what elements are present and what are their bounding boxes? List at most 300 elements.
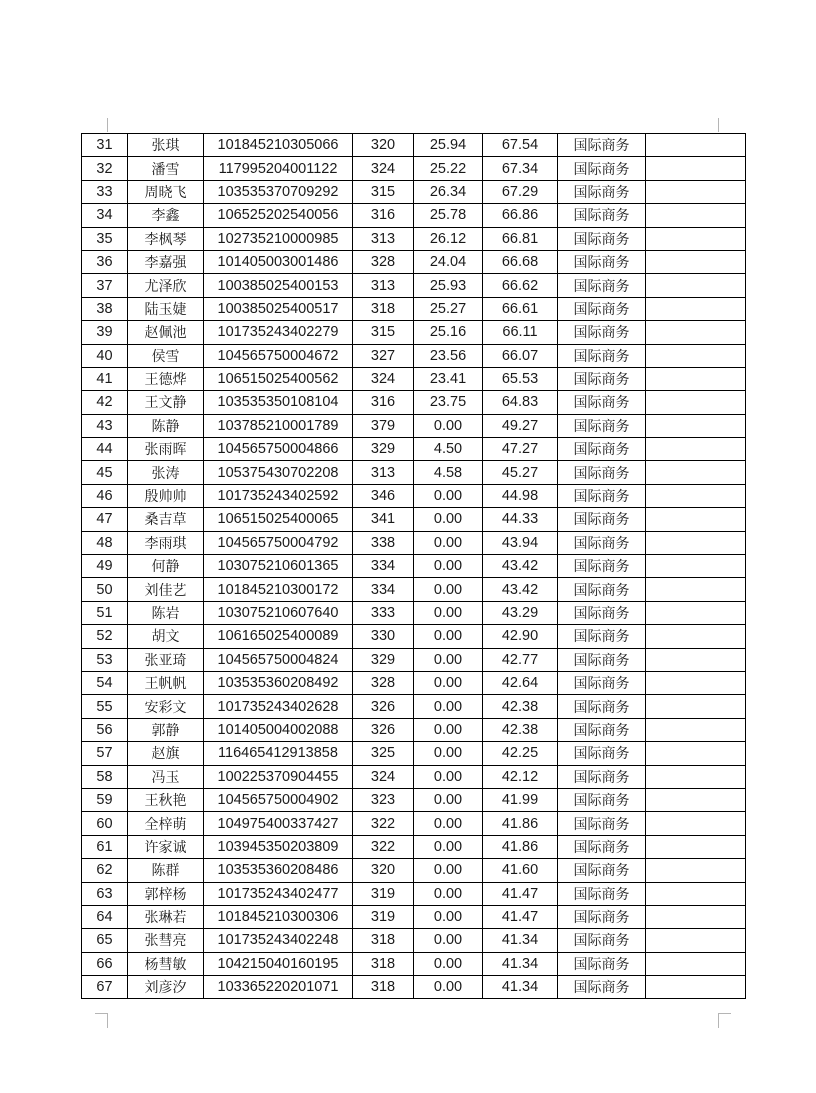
cell-major: 国际商务 (558, 227, 646, 250)
cell-exam-id: 100225370904455 (204, 765, 353, 788)
cell-total: 65.53 (483, 367, 558, 390)
cell-name: 尤泽欣 (128, 274, 204, 297)
cell-total: 42.38 (483, 718, 558, 741)
cell-major: 国际商务 (558, 671, 646, 694)
cell-major: 国际商务 (558, 859, 646, 882)
cell-exam-id: 103945350203809 (204, 835, 353, 858)
cell-exam-id: 100385025400517 (204, 297, 353, 320)
cell-exam-id: 103365220201071 (204, 976, 353, 999)
cell-total: 67.29 (483, 180, 558, 203)
cell-major: 国际商务 (558, 765, 646, 788)
cell-name: 赵佩池 (128, 321, 204, 344)
cell-rank: 45 (82, 461, 128, 484)
cell-rank: 63 (82, 882, 128, 905)
cell-extra-score: 25.93 (414, 274, 483, 297)
cell-total: 41.47 (483, 882, 558, 905)
cell-score: 333 (353, 601, 414, 624)
cell-exam-id: 104565750004902 (204, 788, 353, 811)
cell-rank: 56 (82, 718, 128, 741)
cell-name: 张亚琦 (128, 648, 204, 671)
table-row (82, 905, 746, 928)
cell-total: 43.42 (483, 578, 558, 601)
cell-extra-score: 23.41 (414, 367, 483, 390)
cell-score: 318 (353, 297, 414, 320)
cell-rank: 35 (82, 227, 128, 250)
cell-exam-id: 116465412913858 (204, 742, 353, 765)
cell-score: 315 (353, 180, 414, 203)
cell-name: 郭梓杨 (128, 882, 204, 905)
cell-total: 42.25 (483, 742, 558, 765)
cell-note (646, 484, 746, 507)
cell-name: 张雨晖 (128, 438, 204, 461)
cell-name: 陈群 (128, 859, 204, 882)
cell-name: 杨彗敏 (128, 952, 204, 975)
cell-exam-id: 105375430702208 (204, 461, 353, 484)
cell-extra-score: 0.00 (414, 578, 483, 601)
cell-note (646, 671, 746, 694)
cell-major: 国际商务 (558, 555, 646, 578)
cell-rank: 61 (82, 835, 128, 858)
cell-rank: 65 (82, 929, 128, 952)
table-row (82, 742, 746, 765)
cell-score: 338 (353, 531, 414, 554)
cell-note (646, 321, 746, 344)
cell-rank: 32 (82, 157, 128, 180)
cell-rank: 60 (82, 812, 128, 835)
cell-name: 周晓飞 (128, 180, 204, 203)
cell-major: 国际商务 (558, 835, 646, 858)
cell-extra-score: 26.12 (414, 227, 483, 250)
cell-score: 341 (353, 508, 414, 531)
cell-note (646, 788, 746, 811)
cell-rank: 64 (82, 905, 128, 928)
cell-exam-id: 104565750004672 (204, 344, 353, 367)
cell-score: 334 (353, 555, 414, 578)
cell-extra-score: 0.00 (414, 648, 483, 671)
cell-note (646, 976, 746, 999)
cell-note (646, 718, 746, 741)
cell-note (646, 367, 746, 390)
cell-exam-id: 100385025400153 (204, 274, 353, 297)
cell-major: 国际商务 (558, 204, 646, 227)
cell-rank: 33 (82, 180, 128, 203)
cell-extra-score: 0.00 (414, 671, 483, 694)
cell-score: 315 (353, 321, 414, 344)
cell-total: 67.54 (483, 134, 558, 157)
cell-rank: 66 (82, 952, 128, 975)
cell-rank: 67 (82, 976, 128, 999)
cell-score: 326 (353, 695, 414, 718)
cell-exam-id: 104215040160195 (204, 952, 353, 975)
cell-exam-id: 104975400337427 (204, 812, 353, 835)
cell-extra-score: 0.00 (414, 555, 483, 578)
cell-exam-id: 103535370709292 (204, 180, 353, 203)
cell-name: 郭静 (128, 718, 204, 741)
cell-extra-score: 23.75 (414, 391, 483, 414)
cell-exam-id: 104565750004824 (204, 648, 353, 671)
cell-total: 64.83 (483, 391, 558, 414)
table-row (82, 204, 746, 227)
cell-extra-score: 25.78 (414, 204, 483, 227)
cell-rank: 47 (82, 508, 128, 531)
cell-exam-id: 101405003001486 (204, 250, 353, 273)
cell-exam-id: 104565750004866 (204, 438, 353, 461)
cell-score: 329 (353, 648, 414, 671)
table-row (82, 812, 746, 835)
cell-score: 319 (353, 882, 414, 905)
table-row (82, 555, 746, 578)
cell-note (646, 859, 746, 882)
cell-extra-score: 23.56 (414, 344, 483, 367)
table-row (82, 134, 746, 157)
cell-rank: 54 (82, 671, 128, 694)
cell-major: 国际商务 (558, 788, 646, 811)
table-row (82, 250, 746, 273)
crop-mark-bottom-right (718, 1013, 731, 1028)
table-row (82, 274, 746, 297)
cell-note (646, 648, 746, 671)
cell-note (646, 905, 746, 928)
cell-name: 王帆帆 (128, 671, 204, 694)
cell-total: 41.86 (483, 835, 558, 858)
table-row (82, 648, 746, 671)
cell-extra-score: 0.00 (414, 484, 483, 507)
cell-total: 41.47 (483, 905, 558, 928)
crop-mark-bottom-left (95, 1013, 108, 1028)
cell-major: 国际商务 (558, 905, 646, 928)
table-row (82, 531, 746, 554)
cell-note (646, 695, 746, 718)
cell-extra-score: 25.22 (414, 157, 483, 180)
cell-exam-id: 106165025400089 (204, 625, 353, 648)
cell-exam-id: 106515025400065 (204, 508, 353, 531)
table-row (82, 321, 746, 344)
cell-total: 66.11 (483, 321, 558, 344)
cell-exam-id: 101845210305066 (204, 134, 353, 157)
cell-name: 张琪 (128, 134, 204, 157)
cell-rank: 59 (82, 788, 128, 811)
cell-total: 66.68 (483, 250, 558, 273)
cell-note (646, 438, 746, 461)
cell-total: 47.27 (483, 438, 558, 461)
cell-major: 国际商务 (558, 391, 646, 414)
table-row (82, 157, 746, 180)
cell-score: 316 (353, 204, 414, 227)
cell-exam-id: 117995204001122 (204, 157, 353, 180)
cell-rank: 53 (82, 648, 128, 671)
cell-name: 李雨琪 (128, 531, 204, 554)
cell-name: 潘雪 (128, 157, 204, 180)
cell-name: 李嘉强 (128, 250, 204, 273)
cell-extra-score: 0.00 (414, 414, 483, 437)
cell-total: 41.34 (483, 976, 558, 999)
cell-extra-score: 0.00 (414, 742, 483, 765)
cell-note (646, 835, 746, 858)
cell-major: 国际商务 (558, 180, 646, 203)
cell-major: 国际商务 (558, 508, 646, 531)
cell-total: 66.62 (483, 274, 558, 297)
cell-total: 41.99 (483, 788, 558, 811)
cell-major: 国际商务 (558, 484, 646, 507)
cell-extra-score: 0.00 (414, 976, 483, 999)
cell-score: 313 (353, 227, 414, 250)
cell-score: 316 (353, 391, 414, 414)
table-row (82, 625, 746, 648)
cell-score: 328 (353, 671, 414, 694)
cell-note (646, 929, 746, 952)
cell-total: 43.42 (483, 555, 558, 578)
cell-rank: 50 (82, 578, 128, 601)
cell-exam-id: 101845210300306 (204, 905, 353, 928)
cell-exam-id: 102735210000985 (204, 227, 353, 250)
table-row (82, 788, 746, 811)
cell-score: 318 (353, 952, 414, 975)
cell-extra-score: 25.94 (414, 134, 483, 157)
cell-major: 国际商务 (558, 578, 646, 601)
cell-major: 国际商务 (558, 812, 646, 835)
cell-extra-score: 0.00 (414, 508, 483, 531)
cell-extra-score: 0.00 (414, 882, 483, 905)
cell-note (646, 952, 746, 975)
cell-extra-score: 24.04 (414, 250, 483, 273)
cell-score: 313 (353, 461, 414, 484)
table-row (82, 367, 746, 390)
cell-rank: 52 (82, 625, 128, 648)
cell-total: 66.81 (483, 227, 558, 250)
cell-score: 324 (353, 765, 414, 788)
crop-mark-top-right (718, 118, 731, 132)
cell-extra-score: 0.00 (414, 625, 483, 648)
table-row (82, 344, 746, 367)
cell-exam-id: 103535360208492 (204, 671, 353, 694)
cell-total: 66.61 (483, 297, 558, 320)
cell-name: 许家诚 (128, 835, 204, 858)
cell-note (646, 274, 746, 297)
cell-score: 324 (353, 367, 414, 390)
table-row (82, 461, 746, 484)
cell-name: 桑吉草 (128, 508, 204, 531)
cell-rank: 40 (82, 344, 128, 367)
cell-score: 330 (353, 625, 414, 648)
cell-major: 国际商务 (558, 531, 646, 554)
cell-name: 殷帅帅 (128, 484, 204, 507)
cell-note (646, 461, 746, 484)
cell-total: 66.07 (483, 344, 558, 367)
cell-rank: 43 (82, 414, 128, 437)
table-row (82, 414, 746, 437)
cell-exam-id: 106515025400562 (204, 367, 353, 390)
table-row (82, 508, 746, 531)
table-row (82, 718, 746, 741)
cell-extra-score: 25.27 (414, 297, 483, 320)
cell-note (646, 157, 746, 180)
cell-major: 国际商务 (558, 718, 646, 741)
cell-major: 国际商务 (558, 695, 646, 718)
cell-note (646, 414, 746, 437)
cell-name: 张彗亮 (128, 929, 204, 952)
cell-note (646, 134, 746, 157)
table-row (82, 227, 746, 250)
cell-total: 41.60 (483, 859, 558, 882)
cell-rank: 42 (82, 391, 128, 414)
cell-rank: 44 (82, 438, 128, 461)
cell-name: 刘彦汐 (128, 976, 204, 999)
cell-score: 313 (353, 274, 414, 297)
cell-exam-id: 103535350108104 (204, 391, 353, 414)
cell-score: 322 (353, 812, 414, 835)
cell-major: 国际商务 (558, 976, 646, 999)
cell-note (646, 625, 746, 648)
cell-note (646, 180, 746, 203)
table-row (82, 882, 746, 905)
cell-score: 322 (353, 835, 414, 858)
cell-score: 320 (353, 134, 414, 157)
cell-note (646, 531, 746, 554)
table-row (82, 976, 746, 999)
cell-exam-id: 101735243402248 (204, 929, 353, 952)
cell-note (646, 508, 746, 531)
cell-note (646, 578, 746, 601)
cell-score: 324 (353, 157, 414, 180)
cell-major: 国际商务 (558, 601, 646, 624)
cell-exam-id: 104565750004792 (204, 531, 353, 554)
cell-name: 李枫琴 (128, 227, 204, 250)
cell-exam-id: 103075210607640 (204, 601, 353, 624)
cell-total: 42.90 (483, 625, 558, 648)
cell-name: 陈静 (128, 414, 204, 437)
cell-total: 44.98 (483, 484, 558, 507)
table-row (82, 952, 746, 975)
cell-extra-score: 0.00 (414, 531, 483, 554)
cell-name: 何静 (128, 555, 204, 578)
cell-major: 国际商务 (558, 438, 646, 461)
cell-extra-score: 0.00 (414, 765, 483, 788)
cell-score: 318 (353, 976, 414, 999)
cell-rank: 46 (82, 484, 128, 507)
cell-exam-id: 101405004002088 (204, 718, 353, 741)
cell-total: 67.34 (483, 157, 558, 180)
cell-score: 319 (353, 905, 414, 928)
cell-note (646, 601, 746, 624)
cell-score: 326 (353, 718, 414, 741)
table-row (82, 484, 746, 507)
cell-total: 42.64 (483, 671, 558, 694)
cell-name: 李鑫 (128, 204, 204, 227)
cell-name: 胡文 (128, 625, 204, 648)
cell-name: 全梓萌 (128, 812, 204, 835)
cell-total: 42.38 (483, 695, 558, 718)
cell-rank: 62 (82, 859, 128, 882)
cell-extra-score: 0.00 (414, 859, 483, 882)
cell-name: 刘佳艺 (128, 578, 204, 601)
cell-name: 冯玉 (128, 765, 204, 788)
cell-rank: 49 (82, 555, 128, 578)
cell-note (646, 344, 746, 367)
cell-rank: 55 (82, 695, 128, 718)
cell-exam-id: 103075210601365 (204, 555, 353, 578)
cell-major: 国际商务 (558, 929, 646, 952)
cell-total: 43.29 (483, 601, 558, 624)
cell-name: 张琳若 (128, 905, 204, 928)
cell-total: 42.12 (483, 765, 558, 788)
cell-rank: 38 (82, 297, 128, 320)
cell-name: 张涛 (128, 461, 204, 484)
table-row (82, 859, 746, 882)
cell-name: 王文静 (128, 391, 204, 414)
cell-exam-id: 101735243402592 (204, 484, 353, 507)
cell-total: 44.33 (483, 508, 558, 531)
cell-score: 325 (353, 742, 414, 765)
cell-score: 323 (353, 788, 414, 811)
cell-extra-score: 0.00 (414, 812, 483, 835)
cell-rank: 51 (82, 601, 128, 624)
cell-score: 327 (353, 344, 414, 367)
cell-score: 379 (353, 414, 414, 437)
cell-rank: 57 (82, 742, 128, 765)
cell-major: 国际商务 (558, 742, 646, 765)
cell-name: 王德烨 (128, 367, 204, 390)
cell-major: 国际商务 (558, 461, 646, 484)
table-body (82, 134, 746, 999)
cell-exam-id: 101735243402279 (204, 321, 353, 344)
cell-extra-score: 0.00 (414, 718, 483, 741)
cell-name: 侯雪 (128, 344, 204, 367)
cell-rank: 58 (82, 765, 128, 788)
cell-extra-score: 0.00 (414, 695, 483, 718)
cell-score: 320 (353, 859, 414, 882)
cell-major: 国际商务 (558, 157, 646, 180)
cell-extra-score: 0.00 (414, 952, 483, 975)
table-row (82, 180, 746, 203)
cell-note (646, 297, 746, 320)
cell-major: 国际商务 (558, 274, 646, 297)
cell-major: 国际商务 (558, 321, 646, 344)
cell-score: 328 (353, 250, 414, 273)
cell-extra-score: 0.00 (414, 929, 483, 952)
cell-rank: 41 (82, 367, 128, 390)
cell-rank: 34 (82, 204, 128, 227)
cell-total: 42.77 (483, 648, 558, 671)
cell-major: 国际商务 (558, 297, 646, 320)
table-row (82, 578, 746, 601)
cell-major: 国际商务 (558, 882, 646, 905)
cell-major: 国际商务 (558, 952, 646, 975)
cell-exam-id: 101845210300172 (204, 578, 353, 601)
cell-total: 41.34 (483, 952, 558, 975)
cell-exam-id: 101735243402477 (204, 882, 353, 905)
cell-exam-id: 103785210001789 (204, 414, 353, 437)
crop-mark-top-left (95, 118, 108, 132)
table-row (82, 601, 746, 624)
cell-major: 国际商务 (558, 625, 646, 648)
cell-rank: 36 (82, 250, 128, 273)
cell-note (646, 204, 746, 227)
cell-extra-score: 26.34 (414, 180, 483, 203)
cell-exam-id: 106525202540056 (204, 204, 353, 227)
cell-name: 安彩文 (128, 695, 204, 718)
table-row (82, 835, 746, 858)
cell-major: 国际商务 (558, 414, 646, 437)
ranking-table (81, 133, 746, 999)
cell-extra-score: 25.16 (414, 321, 483, 344)
cell-total: 43.94 (483, 531, 558, 554)
cell-total: 66.86 (483, 204, 558, 227)
cell-rank: 39 (82, 321, 128, 344)
cell-major: 国际商务 (558, 367, 646, 390)
table-row (82, 438, 746, 461)
cell-rank: 37 (82, 274, 128, 297)
cell-score: 346 (353, 484, 414, 507)
